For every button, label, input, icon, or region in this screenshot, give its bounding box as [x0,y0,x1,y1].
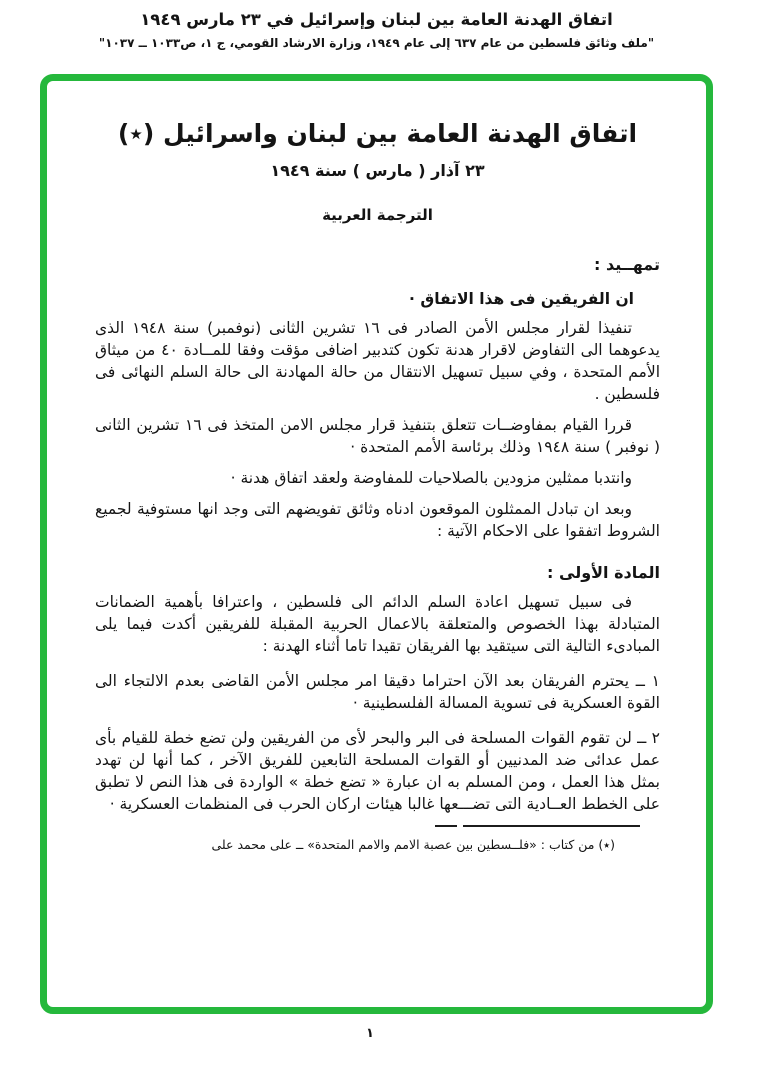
preamble-paragraph: قررا القيام بمفاوضــات تتعلق بتنفيذ قرار مجلس الامن المتخذ فى ١٦ تشرين الثانى ( نوفبر ) سنة ١٩٤٨ وذلك برئاسة الأمم المتحدة · [95,416,660,456]
document-border-frame [40,74,713,1014]
separator-line-short [435,825,457,827]
footnote-separator [95,825,640,827]
preamble-paragraph: تنفيذا لقرار مجلس الأمن الصادر فى ١٦ تشرين الثانى (نوفمبر) سنة ١٩٤٨ الذى يدعوهما الى التفاوض لاقرار هدنة تكون كتدبير اضافى مؤقت وفقا للمــادة ٤٠ من ميثاق الأمم المتحدة ، وفي سبيل تسهيل الانتقال من حالة المهادنة الى حالة السلم النهائى فى فلسطين . [95,319,660,403]
separator-line-long [463,825,640,827]
preamble-paragraph: وبعد ان تبادل الممثلون الموقعون ادناه وثائق تفويضهم التى وجد انها مستوفية لجميع الشروط اتفقوا على الاحكام الآتية : [95,500,660,540]
translation-label: الترجمة العربية [322,206,433,224]
article1-item-2: ٢ ــ لن تقوم القوات المسلحة فى البر والبحر لأى من الفريقين ولن تضع خطة للقيام بأى عمل عدائى ضد المدنيين أو القوات المسلحة التابعين للفريق الآخر ، كما أنها لن تهدد بمثل هذا العمل ، ومن المسلم به ان عبارة « تضع خطة » الواردة فى هذا النص لا تطبق على الخطط العــادية التى تضـــعها غالبا هيئات اركان الحرب فى المنظمات العسكرية · [95,729,660,813]
preamble-paragraph: وانتدبا ممثلين مزودين بالصلاحيات للمفاوضة ولعقد اتفاق هدنة · [230,469,632,487]
preamble-heading: تمهــيد : [594,255,660,274]
document-date: ٢٣ آذار ( مارس ) سنة ١٩٤٩ [270,161,485,180]
header-source-citation: "ملف وثائق فلسطين من عام ٦٣٧ إلى عام ١٩٤٩، وزارة الارشاد القومي، ج ١، ص١٠٣٣ ــ ١٠٣٧" [98,36,655,50]
page-header [40,10,713,50]
header-title: اتفاق الهدنة العامة بين لبنان وإسرائيل في ٢٣ مارس ١٩٤٩ [140,10,613,29]
article1-item-1: ١ ــ يحترم الفريقان بعد الآن احتراما دقيقا امر مجلس الأمن القاضى بعدم الالتجاء الى القوة العسكرية فى تسوية المسالة الفلسطينية · [95,672,660,712]
article1-intro-paragraph: فى سبيل تسهيل اعادة السلم الدائم الى فلسطين ، واعترافا بأهمية الضمانات المتبادلة بهذا الخصوص والمتعلقة بالاعمال الحربية المقبلة للفريقين أكدت فيما يلى المبادىء التالية التى سيتقيد بها الفريقان تقيدا تاما أثناء الهدنة : [95,593,660,655]
article1-heading: المادة الأولى : [547,563,660,582]
footnote: (٭) من كتاب : «فلــسطين بين عصبة الامم والامم المتحدة» ــ على محمد على [211,837,615,852]
parties-heading: ان الفريقين فى هذا الاتفاق · [409,290,634,308]
document-title: اتفاق الهدنة العامة بين لبنان واسرائيل (٭) [117,119,638,148]
page-number: ١ [366,1026,374,1041]
